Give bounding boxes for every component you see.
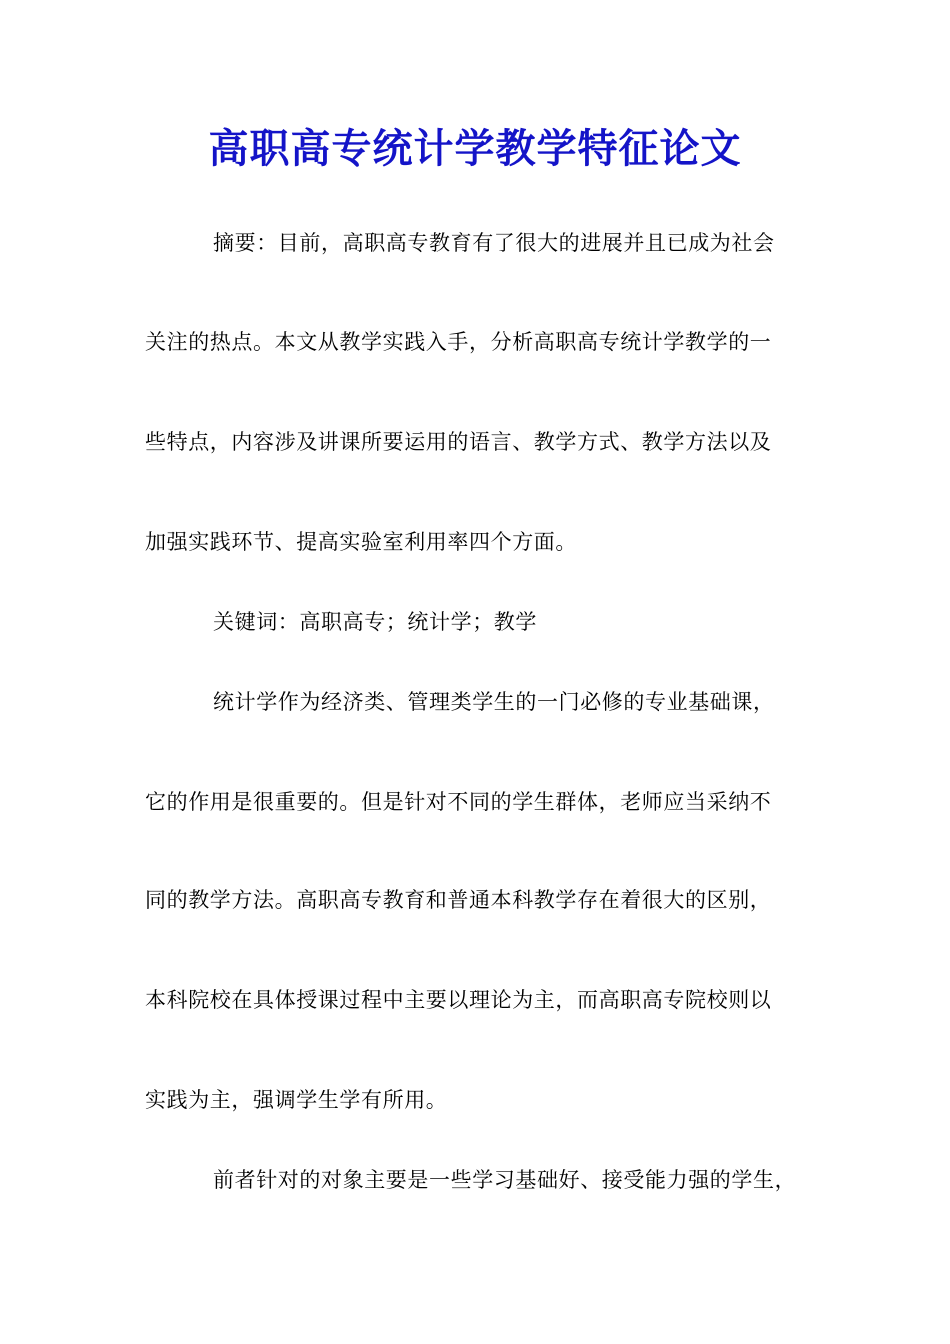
abstract-line-3: 些特点，内容涉及讲课所要运用的语言、教学方式、教学方法以及 — [145, 430, 772, 454]
keywords-line: 关键词：高职高专；统计学；教学 — [213, 610, 537, 634]
abstract-line-4: 加强实践环节、提高实验室利用率四个方面。 — [145, 530, 577, 554]
abstract-line-2: 关注的热点。本文从教学实践入手，分析高职高专统计学教学的一 — [145, 330, 772, 354]
abstract-line-1: 摘要：目前，高职高专教育有了很大的进展并且已成为社会 — [213, 231, 775, 255]
body-paragraph-1-line-4: 本科院校在具体授课过程中主要以理论为主，而高职高专院校则以 — [145, 988, 772, 1012]
document-title: 高职高专统计学教学特征论文 — [208, 125, 742, 172]
body-paragraph-1-line-3: 同的教学方法。高职高专教育和普通本科教学存在着很大的区别， — [145, 888, 772, 912]
body-paragraph-2-line-1: 前者针对的对象主要是一些学习基础好、接受能力强的学生， — [213, 1168, 797, 1192]
body-paragraph-1-line-1: 统计学作为经济类、管理类学生的一门必修的专业基础课， — [213, 690, 775, 714]
body-paragraph-1-line-5: 实践为主，强调学生学有所用。 — [145, 1088, 448, 1112]
body-paragraph-1-line-2: 它的作用是很重要的。但是针对不同的学生群体，老师应当采纳不 — [145, 790, 772, 814]
